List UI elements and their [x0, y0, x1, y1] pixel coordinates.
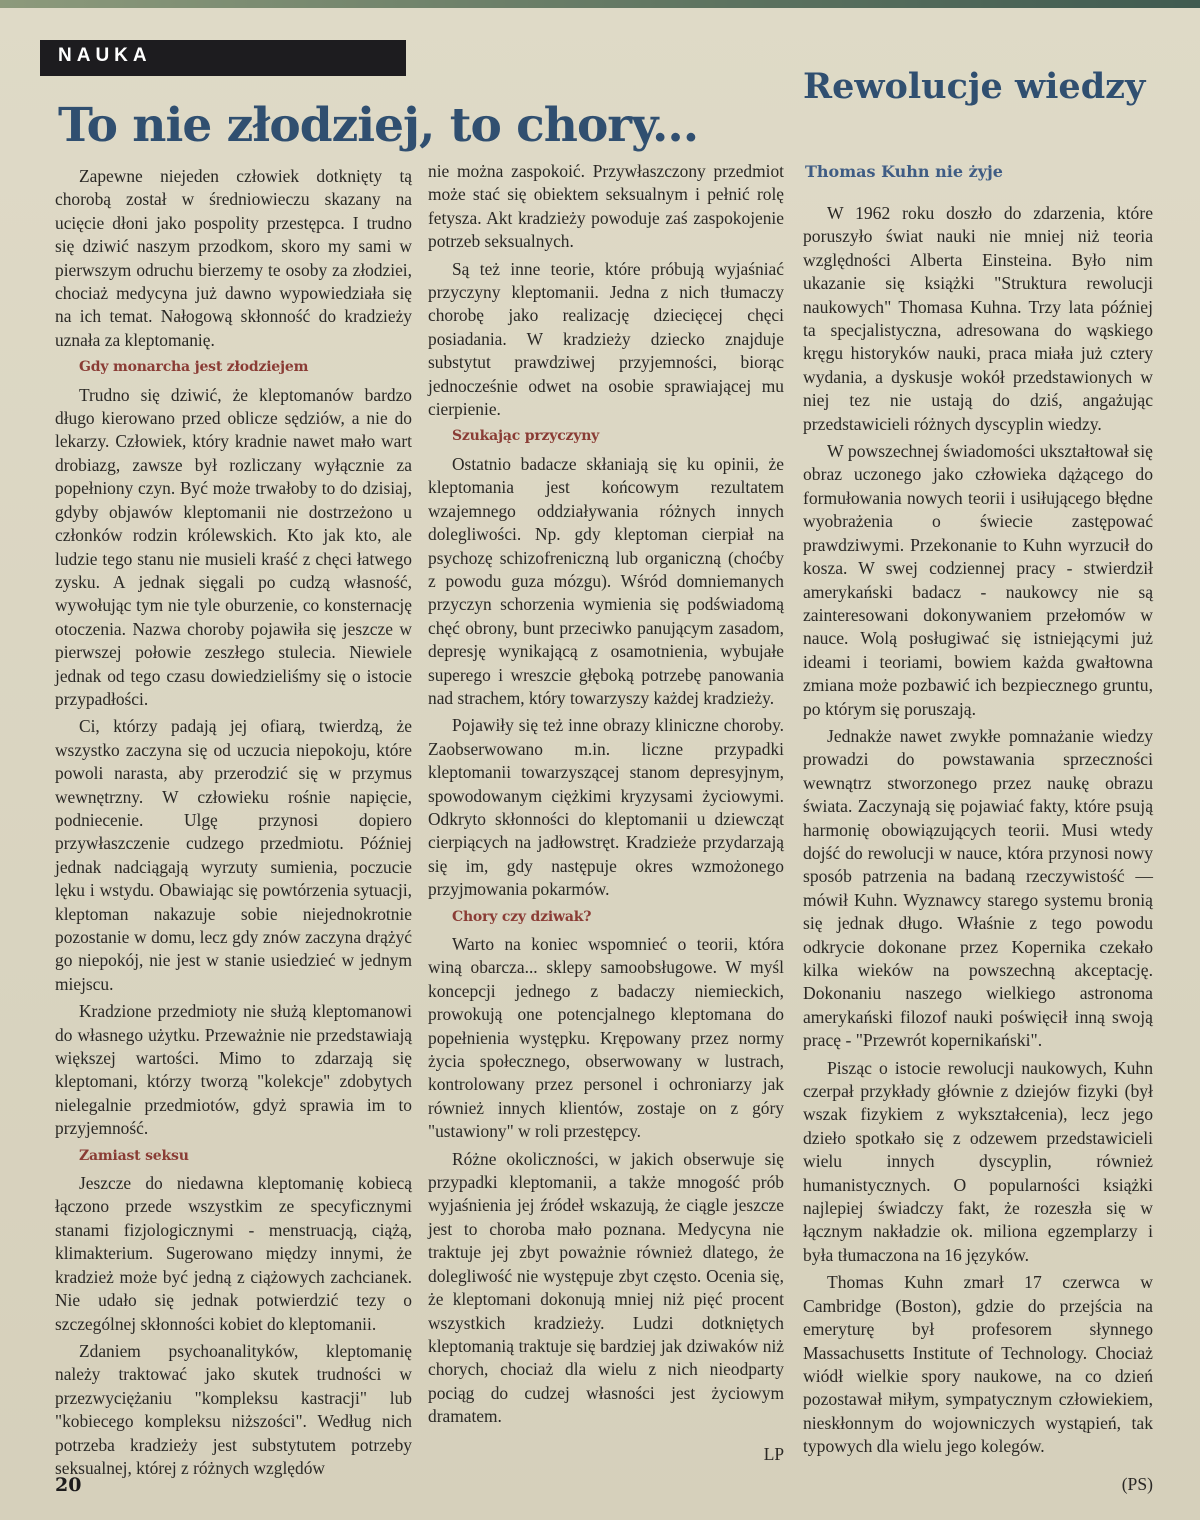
paragraph: Thomas Kuhn zmarł 17 czerwca w Cambridge (Boston), gdzie do przejścia na emeryturę był profesorem słynnego Massachusetts Institute of Technology. Chociaż wiódł wielkie spory naukowe, na co dzień pozostawał miłym, sympatycznym człowiekiem, nieskłonnym do wojowniczych wystąpień, tak typowych dla wielu jego kolegów.: [803, 1272, 1153, 1457]
paragraph: Jednakże nawet zwykłe pomnażanie wiedzy prowadzi do powstawania sprzeczności wewnątrz stworzonego przez naukę obrazu świata. Zaczynają się pojawiać fakty, które psują harmonię obowiązujących teorii. Musi wtedy dojść do rewolucji w nauce, która przynosi nowy sposób patrzenia na badaną rzeczywistość — mówił Kuhn. Wyznawcy starego systemu bronią się jednak długo. Właśnie z tego powodu odkrycie dokonane przez Kopernika czekało kilka wieków na powszechną akceptację. Dokonaniu naszego wielkiego astronoma amerykański filozof nauki poświęcił inną swoją pracę - "Przewrót kopernikański".: [803, 725, 1153, 1051]
main-article-column-2: [428, 160, 784, 1470]
subheading: Chory czy dziwak?: [452, 908, 592, 925]
paragraph: Różne okoliczności, w jakich obserwuje się przypadki kleptomanii, a także mnogość prób wyjaśnienia jej źródeł wskazują, że ciągle jeszcze jest to choroba mało poznana. Medycyna nie traktuje jej zbyt poważnie również dlatego, że dolegliwość nie występuje zbyt często. Ocenia się, że kleptomani dokonują mniej niż pięć procent wszystkich kradzieży. Ludzi dotkniętych kleptomanią traktuje się bardziej jak dziwaków niż chorych, chociaż dla wielu z nich nieodparty pociąg do cudzej własności jest życiowym dramatem.: [428, 1148, 784, 1427]
section-header-bar: [40, 40, 406, 76]
paragraph: Ostatnio badacze skłaniają się ku opinii, że kleptomania jest końcowym rezultatem wzajemnego oddziaływania różnych innych dolegliwości. Np. gdy kleptoman cierpiał na psychozę schizofreniczną lub organiczną (choćby z powodu guza mózgu). Wśród domniemanych przyczyn schorzenia wymienia się podświadomą chęć obrony, bunt przeciwko panującym zasadom, depresję wynikającą z osamotnienia, wybujałe superego i wreszcie głęboką potrzebę panowania nad strachem, który towarzyszy każdej kradzieży.: [428, 453, 784, 708]
author-signature: LP: [763, 1443, 784, 1464]
adjacent-page-edge: [0, 0, 1200, 8]
main-article-title: To nie złodziej, to chory...: [58, 98, 699, 153]
subheading: Szukając przyczyny: [452, 428, 600, 445]
subheading: Gdy monarcha jest złodziejem: [79, 359, 309, 376]
main-article-column-1: [55, 165, 412, 1484]
paragraph: Pisząc o istocie rewolucji naukowych, Kuhn czerpał przykłady głównie z dziejów fizyki (był wszak fizykiem z wykształcenia), lecz jego dzieło spotkało się z odzewem przedstawicieli wielu innych dyscyplin, również humanistycznych. O popularności książki najlepiej świadczy fakt, że rozeszła się w łącznym nakładzie ok. miliona egzemplarzy i była tłumaczona na 16 języków.: [803, 1057, 1153, 1265]
paragraph: Zdaniem psychoanalityków, kleptomanię należy traktować jako skutek trudności w przezwyciężaniu "kompleksu kastracji" lub "kobiecego kompleksu niższości". Według nich potrzeba kradzieży jest substytutem potrzeby seksualnej, której z różnych względów: [55, 1340, 412, 1478]
paragraph: Kradzione przedmioty nie służą kleptomanowi do własnego użytku. Przeważnie nie przedstawiają większej wartości. Mimo to zdarzają się kleptomani, którzy tworzą "kolekcje" zdobytych nielegalnie przedmiotów, gdyż sprawia im to przyjemność.: [55, 1001, 412, 1139]
paragraph: Ci, którzy padają jej ofiarą, twierdzą, że wszystko zaczyna się od uczucia niepokoju, które powoli narasta, aby przerodzić się w przymus wewnętrzny. W człowieku rośnie napięcie, podniecenie. Ulgę przynosi dopiero przywłaszczenie cudzego przedmiotu. Później jednak nadciągają wyrzuty sumienia, poczucie lęku i wstydu. Obawiając się powtórzenia sytuacji, kleptoman nakazuje sobie niejednokrotnie pozostanie w domu, lecz gdy znów zaczyna drążyć go niepokój, nie jest w stanie usiedzieć w jednym miejscu.: [55, 716, 412, 994]
paragraph: W 1962 roku doszło do zdarzenia, które poruszyło świat nauki nie mniej niż teoria względności Alberta Einsteina. Było nim ukazanie się książki "Struktura rewolucji naukowych" Thomasa Kuhna. Trzy lata później ta specjalistyczna, adresowana do wąskiego kręgu historyków nauki, praca miała już cztery wydania, a dyskusje wokół przedstawionych w niej tez nie ustają do dziś, angażując przedstawicieli różnych dyscyplin wiedzy.: [803, 203, 1153, 434]
side-article-column: [803, 202, 1153, 1500]
section-label: NAUKA: [58, 45, 152, 66]
side-article-subtitle: Thomas Kuhn nie żyje: [805, 162, 1003, 181]
paragraph: nie można zaspokoić. Przywłaszczony przedmiot może stać się obiektem seksualnym i pełnić rolę fetysza. Akt kradzieży powoduje zaś zaspokojenie potrzeb seksualnych.: [428, 161, 784, 252]
paragraph: Zapewne niejeden człowiek dotknięty tą chorobą został w średniowieczu skazany na ucięcie dłoni jako pospolity przestępca. I trudno się dziwić naszym przodkom, skoro my sami w pierwszym odruchu bierzemy te osoby za złodziei, chociaż medycyna już dawno wypowiedziała się na ich temat. Nałogową skłonność do kradzieży uznała za kleptomanię.: [55, 166, 412, 350]
paragraph: Pojawiły się też inne obrazy kliniczne choroby. Zaobserwowano m.in. liczne przypadki kleptomanii towarzyszącej stanom depresyjnym, spowodowanym ciężkimi kryzysami życiowymi. Odkryto skłonności do kleptomanii u dziewcząt cierpiących na jadłowstręt. Kradzieże przydarzają się im, gdy następuje okres wzmożonego przyjmowania pokarmów.: [428, 715, 784, 900]
paragraph: Jeszcze do niedawna kleptomanię kobiecą łączono przede wszystkim ze specyficznymi stanami fizjologicznymi - menstruacją, ciążą, klimakterium. Sugerowano między innymi, że kradzież może być jedną z ciążowych zachcianek. Nie udało się jednak potwierdzić tezy o szczególnej skłonności kobiet do kleptomanii.: [55, 1173, 412, 1334]
author-signature: (PS): [1121, 1473, 1153, 1494]
side-article-title: Rewolucje wiedzy: [803, 66, 1146, 107]
paragraph: Trudno się dziwić, że kleptomanów bardzo długo kierowano przed oblicze sędziów, a nie do lekarzy. Człowiek, który kradnie nawet mało wart drobiazg, zawsze był rozliczany wyłącznie za popełniony czyn. Być może trwałoby to do dzisiaj, gdyby objawów kleptomanii nie dostrzeżono u członków rodzin królewskich. Kto jak kto, ale ludzie tego stanu nie musieli kraść z chęci łatwego zysku. A jednak sięgali po cudzą własność, wywołując tym nie tyle oburzenie, co konsternację otoczenia. Nazwa choroby pojawiła się jeszcze w pierwszej połowie zeszłego stulecia. Niewiele jednak od tego czasu dowiedzieliśmy się o istocie przypadłości.: [55, 384, 412, 709]
page-number: 20: [55, 1474, 82, 1496]
paragraph: Warto na koniec wspomnieć o teorii, która winą obarcza... sklepy samoobsługowe. W myśl koncepcji jednego z badaczy niemieckich, prowokują one potencjalnego kleptomana do popełnienia występku. Krępowany przez normy życia społecznego, obserwowany w lustrach, kontrolowany przez personel i ochroniarzy jak również innych klientów, zostaje on z góry "ustawiony" w roli przestępcy.: [428, 934, 784, 1142]
paragraph: W powszechnej świadomości ukształtował się obraz uczonego jako człowieka dążącego do formułowania nowych teorii i usiłującego błędne wyobrażenia o świecie zastępować prawdziwymi. Przekonanie to Kuhn wyrzucił do kosza. W swej codziennej pracy - stwierdził amerykański badacz - naukowcy nie są zainteresowani dokonywaniem przełomów w nauce. Wolą posługiwać się istniejącymi już ideami i teoriami, bowiem każda gwałtowna zmiana może pozbawić ich bezpiecznego gruntu, po którym się poruszają.: [803, 441, 1153, 719]
paragraph: Są też inne teorie, które próbują wyjaśniać przyczyny kleptomanii. Jedna z nich tłumaczy chorobę jako realizację dziecięcej chęci posiadania. W kradzieży dziecko znajduje substytut prawdziwej przyjemności, biorąc jednocześnie odwet na osobie sprawiającej mu cierpienie.: [428, 258, 784, 420]
subheading: Zamiast seksu: [79, 1147, 189, 1164]
